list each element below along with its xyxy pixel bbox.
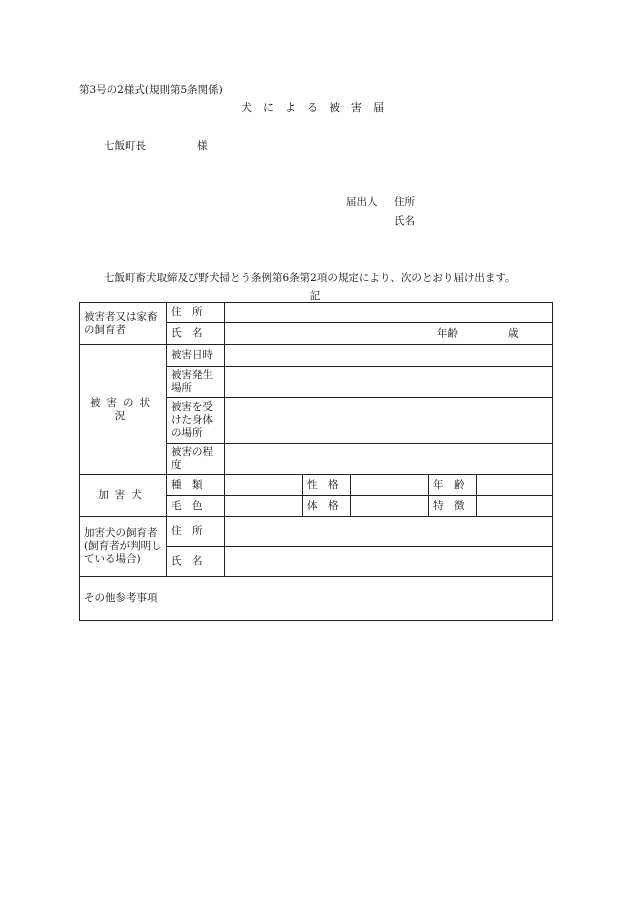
dog-build-label: 体 格: [303, 496, 351, 517]
dog-breed-label: 種 類: [167, 475, 225, 496]
notes-field[interactable]: [80, 577, 553, 621]
victim-name-label: [167, 323, 225, 345]
form-number: 第3号の2様式(規則第5条関係): [79, 84, 223, 96]
damage-place-field[interactable]: [225, 367, 553, 398]
dog-coat-label: 毛 色: [167, 496, 225, 517]
victim-category: 被害者又は家畜の飼育者: [80, 303, 167, 345]
damage-place-label: 被害発生場所: [167, 367, 225, 398]
dog-build-field[interactable]: [351, 496, 429, 517]
notifier-label: 届出人: [346, 196, 378, 208]
damage-category: 被害の状況: [80, 345, 167, 475]
damage-degree-field[interactable]: [225, 444, 553, 475]
owner-category: 加害犬の飼育者(飼育者が判明している場合): [80, 517, 167, 577]
owner-name-label: 氏 名: [167, 547, 225, 577]
damage-body-part-label: 被害を受けた身体の場所: [167, 398, 225, 444]
owner-address-row: [80, 517, 553, 547]
victim-address-label-text: 住 所: [171, 306, 203, 318]
victim-address-label: [167, 303, 225, 323]
dog-age-label: 年 齢: [429, 475, 477, 496]
dog-category: 加害犬: [80, 475, 167, 517]
report-form-table: [79, 302, 553, 621]
victim-age-label: 年齢: [437, 327, 458, 339]
document-title: 犬による被害届: [241, 101, 395, 114]
notifier-address-label: 住所: [394, 196, 415, 208]
owner-address-field[interactable]: [225, 517, 553, 547]
dog-coat-field[interactable]: [225, 496, 303, 517]
victim-name-label-text: 氏 名: [171, 327, 203, 339]
intro-text: 七飯町畜犬取締及び野犬掃とう条例第6条第2項の規定により、次のとおり届け出ます。: [104, 272, 516, 284]
dog-row-1: [80, 475, 553, 496]
damage-datetime-label: 被害日時: [167, 345, 225, 367]
dog-age-field[interactable]: [477, 475, 553, 496]
ki-label: 記: [309, 290, 321, 302]
damage-datetime-row: [80, 345, 553, 367]
addressee-name: 七飯町長: [104, 140, 146, 152]
victim-address-row: [80, 303, 553, 323]
dog-sex-field[interactable]: [351, 475, 429, 496]
dog-breed-field[interactable]: [225, 475, 303, 496]
damage-datetime-field[interactable]: [225, 345, 553, 367]
notifier-name-label: 氏名: [394, 215, 415, 227]
dog-features-label: 特 徴: [429, 496, 477, 517]
addressee-honorific: 様: [197, 140, 208, 152]
damage-body-part-field[interactable]: [225, 398, 553, 444]
owner-name-field[interactable]: [225, 547, 553, 577]
dog-sex-label: 性 格: [303, 475, 351, 496]
notes-row: [80, 577, 553, 621]
notes-label: その他参考事項: [84, 592, 158, 604]
damage-degree-label: 被害の程度: [167, 444, 225, 475]
dog-features-field[interactable]: [477, 496, 553, 517]
victim-name-field[interactable]: [225, 323, 553, 345]
owner-address-label: 住 所: [167, 517, 225, 547]
victim-address-field[interactable]: [225, 303, 553, 323]
victim-age-unit: 歳: [508, 327, 519, 339]
